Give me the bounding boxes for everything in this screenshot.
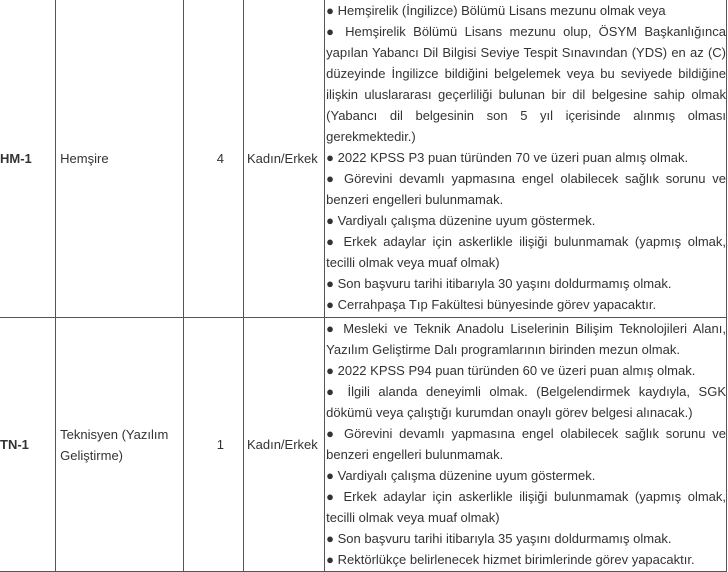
position-title: Hemşire xyxy=(56,0,184,318)
position-gender: Kadın/Erkek xyxy=(243,0,324,318)
requirement-item: ● Cerrahpaşa Tıp Fakültesi bünyesinde görev yapacaktır. xyxy=(326,297,657,312)
requirement-item: ● Erkek adaylar için askerlikle ilişiği bulunmamak (yapmış olmak, tecilli olmak veya muaf olmak) xyxy=(326,234,726,270)
requirement-item: ● İlgili alanda deneyimli olmak. (Belgelendirmek kaydıyla, SGK dökümü veya çalıştığı kurumdan onaylı görev belgesi alınacak.) xyxy=(326,384,726,420)
requirement-item: ● Hemşirelik (İngilizce) Bölümü Lisans mezunu olmak veya xyxy=(326,3,666,18)
requirement-item: ● Görevini devamlı yapmasına engel olabilecek sağlık sorunu ve benzeri engelleri bulunmamak. xyxy=(326,171,726,207)
requirement-item: ● Vardiyalı çalışma düzenine uyum göstermek. xyxy=(326,213,596,228)
position-code: HM-1 xyxy=(0,0,56,318)
requirement-item: ● Son başvuru tarihi itibarıyla 35 yaşını doldurmamış olmak. xyxy=(326,531,672,546)
requirement-item: ● 2022 KPSS P3 puan türünden 70 ve üzeri puan almış olmak. xyxy=(326,150,689,165)
position-title: Teknisyen (Yazılım Geliştirme) xyxy=(56,318,184,572)
requirement-item: ● Hemşirelik Bölümü Lisans mezunu olup, ÖSYM Başkanlığınca yapılan Yabancı Dil Bilgisi Seviye Tespit Sınavından (YDS) en az (C) düzeyinde İngilizce bildiğini belgelemek veya bu seviyede bildiğine ilişkin uluslararası geçerliliği bulunan bir dil belgesine sahip olmak (Yabancı dil belgesinin son 5 yıl içerisinde alınmış olması gerekmektedir.) xyxy=(326,24,726,144)
requirement-item: ● Son başvuru tarihi itibarıyla 30 yaşını doldurmamış olmak. xyxy=(326,276,672,291)
requirements-cell xyxy=(325,0,727,318)
requirement-item: ● Erkek adaylar için askerlikle ilişiği bulunmamak (yapmış olmak, tecilli olmak veya muaf olmak) xyxy=(326,489,726,525)
position-gender: Kadın/Erkek xyxy=(243,318,324,572)
requirement-item: ● Vardiyalı çalışma düzenine uyum göstermek. xyxy=(326,468,596,483)
position-count: 4 xyxy=(183,0,243,318)
requirements-cell xyxy=(325,318,727,572)
position-count: 1 xyxy=(183,318,243,572)
table-row xyxy=(0,318,727,572)
requirement-item: ● Mesleki ve Teknik Anadolu Liselerinin Bilişim Teknolojileri Alanı, Yazılım Geliştirme Dalı programlarının birinden mezun olmak. xyxy=(326,321,726,357)
requirement-item: ● Görevini devamlı yapmasına engel olabilecek sağlık sorunu ve benzeri engelleri bulunmamak. xyxy=(326,426,726,462)
requirement-item: ● 2022 KPSS P94 puan türünden 60 ve üzeri puan almış olmak. xyxy=(326,363,696,378)
position-code: TN-1 xyxy=(0,318,56,572)
requirement-item: ● Rektörlükçe belirlenecek hizmet birimlerinde görev yapacaktır. xyxy=(326,552,695,567)
